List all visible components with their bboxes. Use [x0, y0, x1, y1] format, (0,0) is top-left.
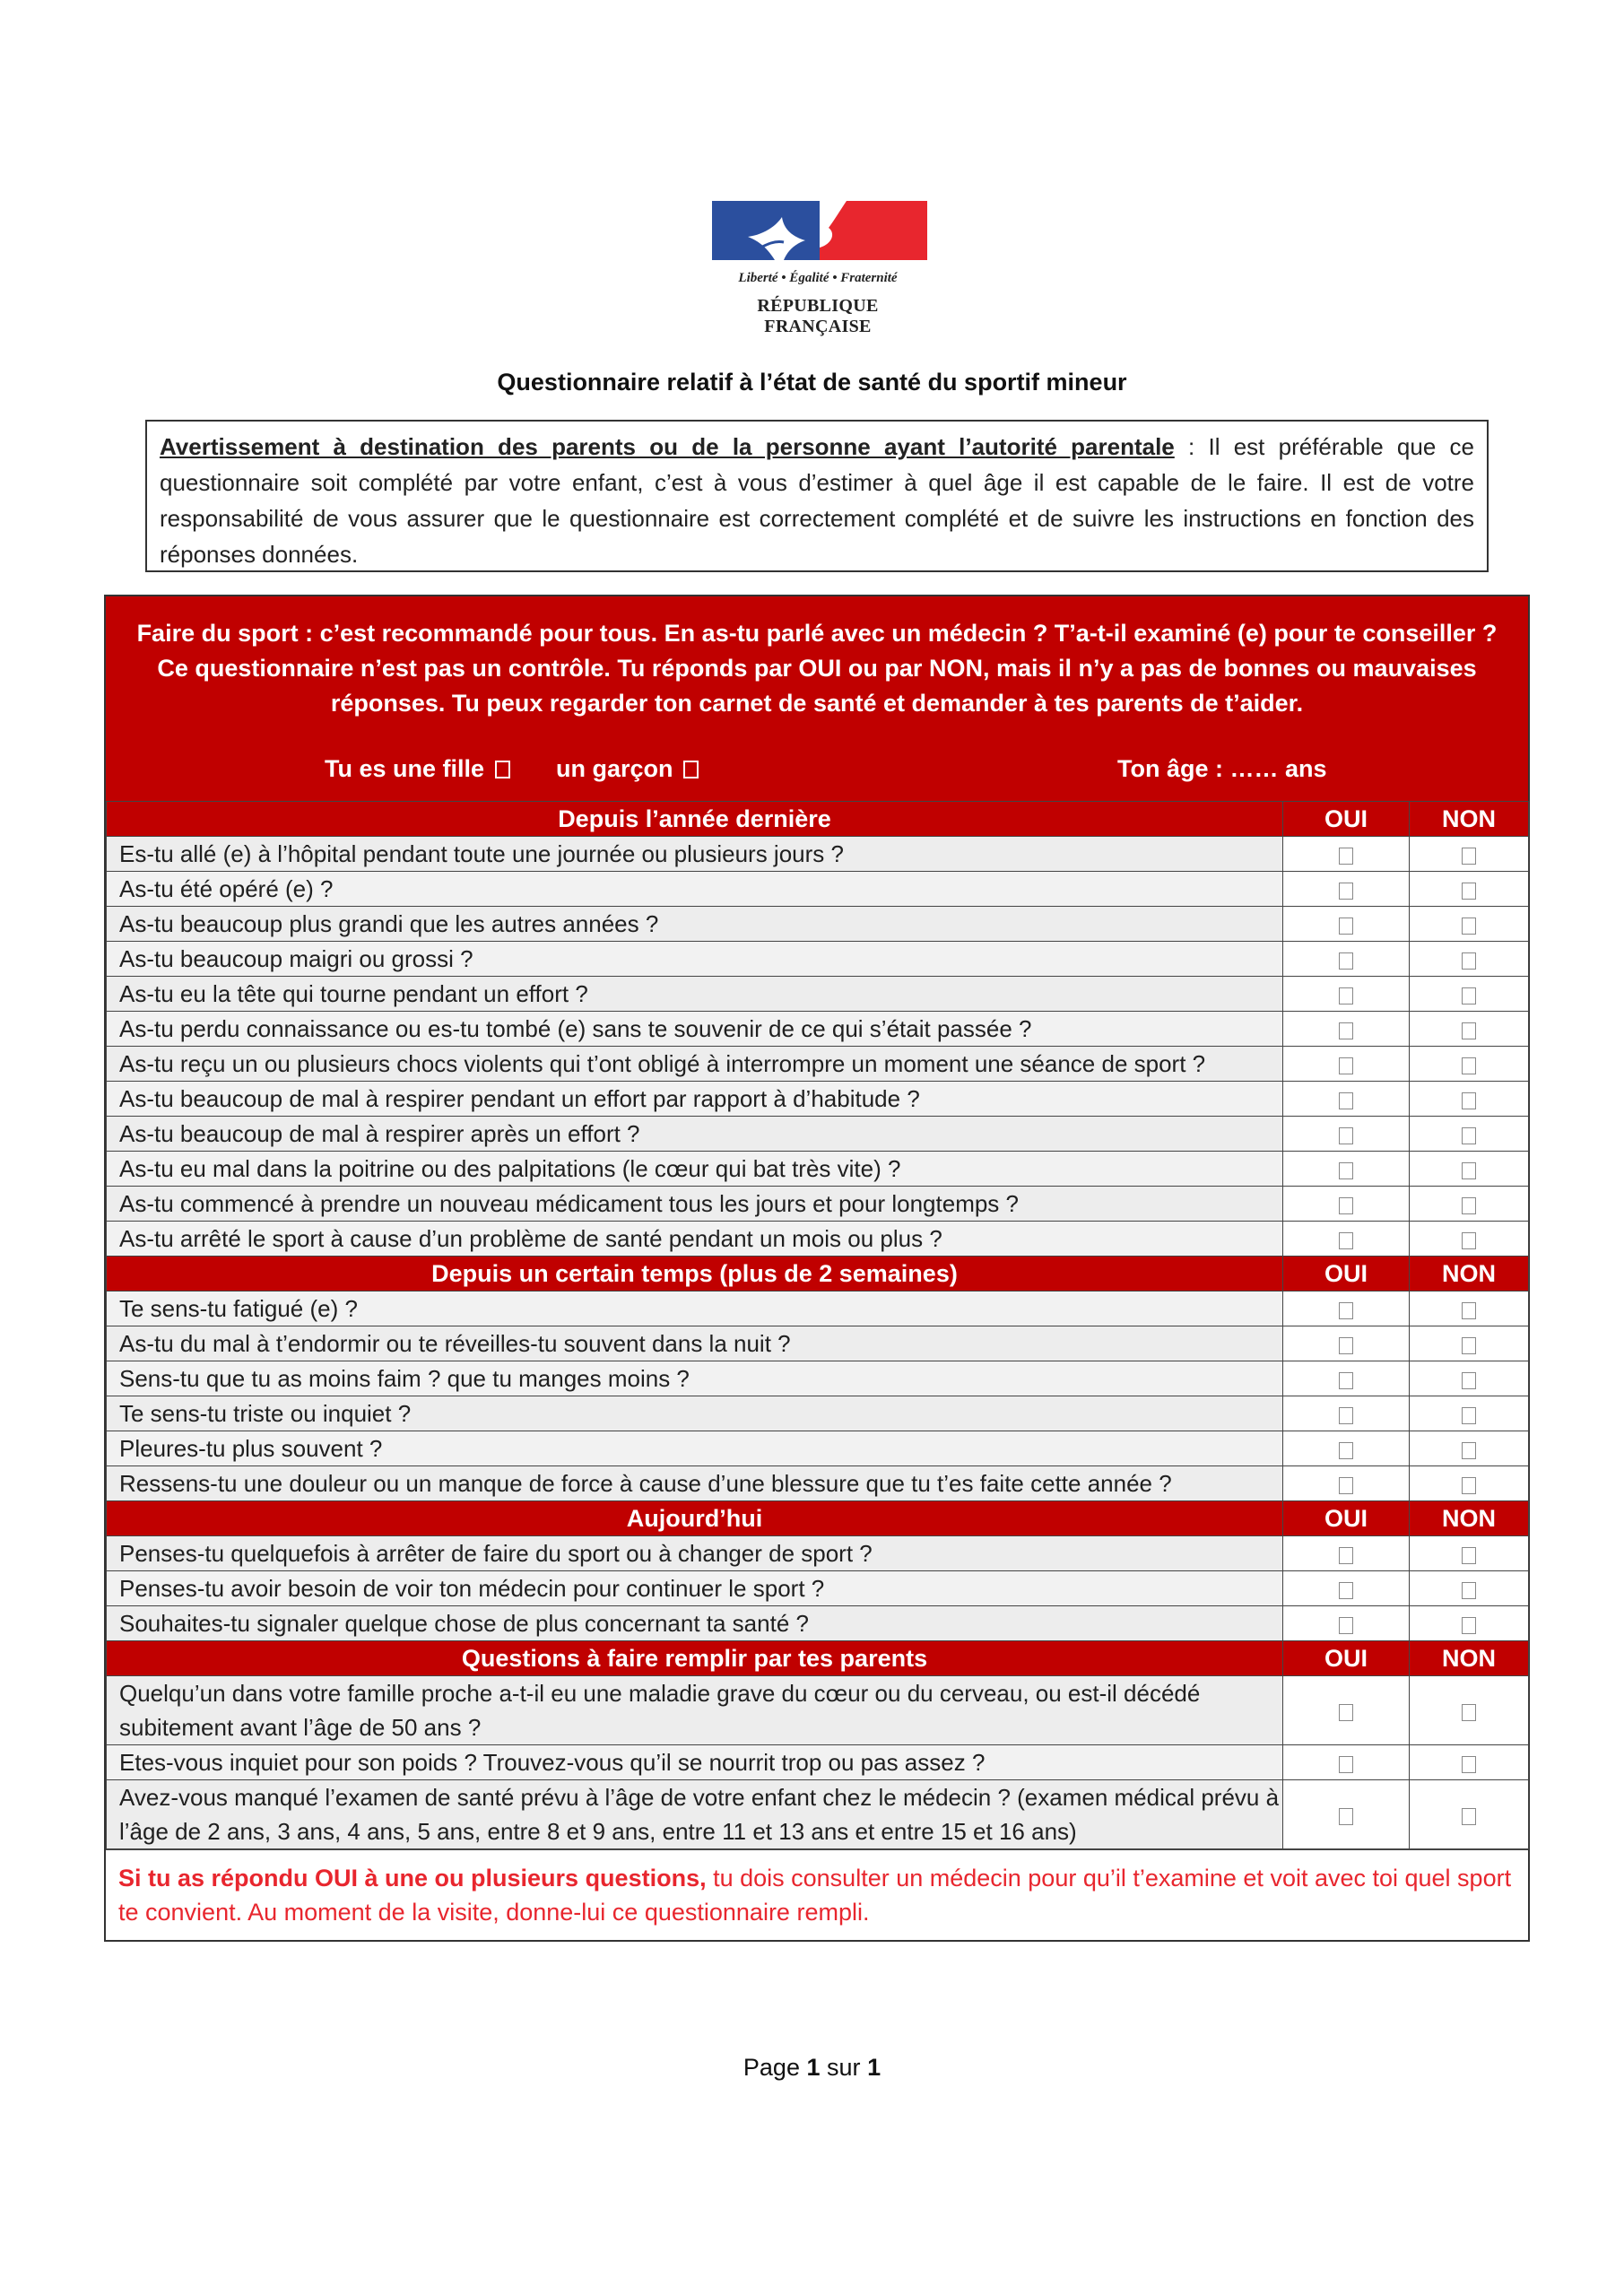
- boy-option: [556, 752, 699, 787]
- no-cell: [1410, 1571, 1529, 1606]
- no-cell: [1410, 1152, 1529, 1187]
- no-cell: [1410, 1431, 1529, 1466]
- yes-checkbox[interactable]: [1339, 1127, 1353, 1144]
- page-number: 1: [806, 2054, 821, 2081]
- yes-checkbox[interactable]: [1339, 1197, 1353, 1214]
- no-cell: [1410, 1745, 1529, 1780]
- no-checkbox[interactable]: [1462, 987, 1476, 1004]
- question-row: [107, 1047, 1529, 1082]
- section-title: Depuis l’année dernière: [107, 802, 1283, 837]
- no-checkbox[interactable]: [1462, 1617, 1476, 1634]
- question-row: [107, 1606, 1529, 1641]
- question-text: As-tu beaucoup maigri ou grossi ?: [107, 942, 1283, 977]
- no-checkbox[interactable]: [1462, 1302, 1476, 1319]
- yes-cell: [1283, 1047, 1410, 1082]
- yes-cell: [1283, 1466, 1410, 1501]
- no-cell: [1410, 1187, 1529, 1222]
- yes-checkbox[interactable]: [1339, 918, 1353, 935]
- question-text: As-tu du mal à t’endormir ou te réveilles-tu souvent dans la nuit ?: [107, 1326, 1283, 1361]
- question-text: Pleures-tu plus souvent ?: [107, 1431, 1283, 1466]
- question-row: [107, 1012, 1529, 1047]
- yes-checkbox[interactable]: [1339, 987, 1353, 1004]
- no-checkbox[interactable]: [1462, 1582, 1476, 1599]
- no-column-header: NON: [1410, 802, 1529, 837]
- girl-checkbox[interactable]: [495, 761, 510, 778]
- questionnaire-frame: [104, 595, 1530, 1942]
- question-text: Te sens-tu triste ou inquiet ?: [107, 1396, 1283, 1431]
- intro-line-2: Ce questionnaire n’est pas un contrôle. Tu réponds par OUI ou par NON, mais il n’y a pas de bonnes ou mauvaises: [157, 655, 1477, 682]
- question-row: [107, 907, 1529, 942]
- intro-line-3: réponses. Tu peux regarder ton carnet de santé et demander à tes parents de t’aider.: [330, 690, 1304, 717]
- question-row: [107, 1292, 1529, 1326]
- no-checkbox[interactable]: [1462, 1547, 1476, 1564]
- yes-checkbox[interactable]: [1339, 1372, 1353, 1389]
- question-row: [107, 1082, 1529, 1117]
- question-row: [107, 1396, 1529, 1431]
- no-cell: [1410, 1780, 1529, 1849]
- boy-checkbox[interactable]: [683, 761, 699, 778]
- question-row: [107, 1326, 1529, 1361]
- yes-cell: [1283, 1536, 1410, 1571]
- yes-checkbox[interactable]: [1339, 1808, 1353, 1825]
- section-header: [107, 802, 1529, 837]
- no-cell: [1410, 1606, 1529, 1641]
- yes-column-header: OUI: [1283, 1641, 1410, 1676]
- page-of-label: sur: [827, 2054, 861, 2081]
- intro-line-1: Faire du sport : c’est recommandé pour tous. En as-tu parlé avec un médecin ? T’a-t-il examiné (e) pour te conseiller ?: [136, 620, 1498, 647]
- section-title: Questions à faire remplir par tes parents: [107, 1641, 1283, 1676]
- question-row: [107, 1780, 1529, 1849]
- question-text: As-tu été opéré (e) ?: [107, 872, 1283, 907]
- section-header: [107, 1501, 1529, 1536]
- section-title: Aujourd’hui: [107, 1501, 1283, 1536]
- yes-cell: [1283, 1152, 1410, 1187]
- question-text: Es-tu allé (e) à l’hôpital pendant toute une journée ou plusieurs jours ?: [107, 837, 1283, 872]
- yes-cell: [1283, 1676, 1410, 1745]
- section-title: Depuis un certain temps (plus de 2 semaines): [107, 1257, 1283, 1292]
- yes-cell: [1283, 1222, 1410, 1257]
- question-text: Penses-tu avoir besoin de voir ton médecin pour continuer le sport ?: [107, 1571, 1283, 1606]
- question-row: [107, 1431, 1529, 1466]
- yes-checkbox[interactable]: [1339, 1092, 1353, 1109]
- question-row: [107, 1745, 1529, 1780]
- yes-checkbox[interactable]: [1339, 1022, 1353, 1039]
- no-checkbox[interactable]: [1462, 1232, 1476, 1249]
- question-text: As-tu beaucoup de mal à respirer après un effort ?: [107, 1117, 1283, 1152]
- question-text: As-tu reçu un ou plusieurs chocs violents qui t’ont obligé à interrompre un moment une séance de sport ?: [107, 1047, 1283, 1082]
- no-cell: [1410, 942, 1529, 977]
- no-checkbox[interactable]: [1462, 1477, 1476, 1494]
- no-checkbox[interactable]: [1462, 1127, 1476, 1144]
- no-checkbox[interactable]: [1462, 1442, 1476, 1459]
- no-checkbox[interactable]: [1462, 848, 1476, 865]
- no-cell: [1410, 1117, 1529, 1152]
- yes-checkbox[interactable]: [1339, 1704, 1353, 1721]
- yes-cell: [1283, 1326, 1410, 1361]
- question-row: [107, 1571, 1529, 1606]
- yes-cell: [1283, 1117, 1410, 1152]
- question-row: [107, 1117, 1529, 1152]
- warning-lead: Avertissement à destination des parents ou de la personne ayant l’autorité parentale: [160, 433, 1175, 460]
- question-text: Quelqu’un dans votre famille proche a-t-il eu une maladie grave du cœur ou du cerveau, ou est-il décédé subitement avant l’âge de 50 ans ?: [107, 1676, 1283, 1745]
- conclusion-text: tu dois consulter un médecin pour qu’il t’examine et voit avec toi quel sport te convient. Au moment de la visite, donne-lui ce questionnaire rempli.: [118, 1865, 1512, 1926]
- yes-cell: [1283, 977, 1410, 1012]
- yes-cell: [1283, 1082, 1410, 1117]
- yes-checkbox[interactable]: [1339, 1756, 1353, 1773]
- question-row: [107, 1466, 1529, 1501]
- yes-cell: [1283, 1745, 1410, 1780]
- marianne-flag-icon: [712, 201, 927, 260]
- yes-checkbox[interactable]: [1339, 1057, 1353, 1074]
- logo-motto: Liberté • Égalité • Fraternité: [738, 271, 898, 285]
- yes-checkbox[interactable]: [1339, 1617, 1353, 1634]
- no-cell: [1410, 1222, 1529, 1257]
- yes-checkbox[interactable]: [1339, 1232, 1353, 1249]
- no-checkbox[interactable]: [1462, 1337, 1476, 1354]
- page-label: Page: [743, 2054, 800, 2081]
- question-row: [107, 1361, 1529, 1396]
- warning-text: : Il est préférable que ce questionnaire soit complété par votre enfant, c’est à vous d’estimer à quel âge il est capable de le faire. Il est de votre responsabilité de vous assurer que le questionnaire est correctement complété et de suivre les instructions en fonction des réponses données.: [160, 433, 1475, 568]
- no-cell: [1410, 1012, 1529, 1047]
- yes-checkbox[interactable]: [1339, 1582, 1353, 1599]
- girl-option: [325, 752, 510, 787]
- question-text: Penses-tu quelquefois à arrêter de faire du sport ou à changer de sport ?: [107, 1536, 1283, 1571]
- yes-column-header: OUI: [1283, 1501, 1410, 1536]
- question-row: [107, 1152, 1529, 1187]
- question-row: [107, 942, 1529, 977]
- yes-cell: [1283, 1780, 1410, 1849]
- question-text: Sens-tu que tu as moins faim ? que tu manges moins ?: [107, 1361, 1283, 1396]
- question-text: As-tu commencé à prendre un nouveau médicament tous les jours et pour longtemps ?: [107, 1187, 1283, 1222]
- question-text: Te sens-tu fatigué (e) ?: [107, 1292, 1283, 1326]
- yes-checkbox[interactable]: [1339, 1302, 1353, 1319]
- no-checkbox[interactable]: [1462, 1197, 1476, 1214]
- yes-cell: [1283, 1571, 1410, 1606]
- yes-cell: [1283, 1292, 1410, 1326]
- document-title: Questionnaire relatif à l’état de santé du sportif mineur: [497, 369, 1127, 396]
- no-checkbox[interactable]: [1462, 883, 1476, 900]
- yes-cell: [1283, 1361, 1410, 1396]
- question-row: [107, 1187, 1529, 1222]
- yes-checkbox[interactable]: [1339, 1442, 1353, 1459]
- no-checkbox[interactable]: [1462, 1162, 1476, 1179]
- no-checkbox[interactable]: [1462, 1808, 1476, 1825]
- yes-cell: [1283, 872, 1410, 907]
- no-checkbox[interactable]: [1462, 1372, 1476, 1389]
- parent-warning-box: [145, 420, 1489, 572]
- yes-column-header: OUI: [1283, 802, 1410, 837]
- questions-table: [106, 801, 1529, 1849]
- question-text: Ressens-tu une douleur ou un manque de force à cause d’une blessure que tu t’es faite cette année ?: [107, 1466, 1283, 1501]
- yes-column-header: OUI: [1283, 1257, 1410, 1292]
- republique-francaise-logo: [707, 201, 929, 336]
- girl-label: Tu es une fille: [325, 755, 485, 782]
- no-checkbox[interactable]: [1462, 1756, 1476, 1773]
- no-column-header: NON: [1410, 1501, 1529, 1536]
- question-text: As-tu arrêté le sport à cause d’un problème de santé pendant un mois ou plus ?: [107, 1222, 1283, 1257]
- boy-label: un garçon: [556, 755, 673, 782]
- no-cell: [1410, 1466, 1529, 1501]
- question-row: [107, 977, 1529, 1012]
- no-cell: [1410, 1396, 1529, 1431]
- logo-republic: RÉPUBLIQUE FRANÇAISE: [757, 296, 879, 336]
- question-text: As-tu beaucoup de mal à respirer pendant un effort par rapport à d’habitude ?: [107, 1082, 1283, 1117]
- no-cell: [1410, 872, 1529, 907]
- no-cell: [1410, 907, 1529, 942]
- yes-cell: [1283, 942, 1410, 977]
- yes-cell: [1283, 1396, 1410, 1431]
- question-row: [107, 837, 1529, 872]
- no-cell: [1410, 1082, 1529, 1117]
- page-footer: [0, 2054, 1624, 2082]
- yes-cell: [1283, 1431, 1410, 1466]
- yes-checkbox[interactable]: [1339, 1162, 1353, 1179]
- yes-cell: [1283, 1012, 1410, 1047]
- yes-cell: [1283, 837, 1410, 872]
- yes-checkbox[interactable]: [1339, 1477, 1353, 1494]
- question-row: [107, 1536, 1529, 1571]
- question-row: [107, 872, 1529, 907]
- conclusion-bold: Si tu as répondu OUI à une ou plusieurs questions,: [118, 1865, 707, 1892]
- no-cell: [1410, 1361, 1529, 1396]
- section-header: [107, 1641, 1529, 1676]
- yes-cell: [1283, 907, 1410, 942]
- no-checkbox[interactable]: [1462, 1704, 1476, 1721]
- age-field[interactable]: Ton âge : …… ans: [1117, 755, 1327, 782]
- intro-banner: [106, 596, 1528, 801]
- no-checkbox[interactable]: [1462, 918, 1476, 935]
- question-text: Souhaites-tu signaler quelque chose de plus concernant ta santé ?: [107, 1606, 1283, 1641]
- question-text: As-tu eu mal dans la poitrine ou des palpitations (le cœur qui bat très vite) ?: [107, 1152, 1283, 1187]
- yes-cell: [1283, 1187, 1410, 1222]
- question-row: [107, 1676, 1529, 1745]
- no-cell: [1410, 1047, 1529, 1082]
- question-text: As-tu perdu connaissance ou es-tu tombé (e) sans te souvenir de ce qui s’était passée ?: [107, 1012, 1283, 1047]
- yes-checkbox[interactable]: [1339, 1337, 1353, 1354]
- question-text: As-tu eu la tête qui tourne pendant un effort ?: [107, 977, 1283, 1012]
- question-text: Etes-vous inquiet pour son poids ? Trouvez-vous qu’il se nourrit trop ou pas assez ?: [107, 1745, 1283, 1780]
- no-checkbox[interactable]: [1462, 1092, 1476, 1109]
- no-cell: [1410, 1536, 1529, 1571]
- no-cell: [1410, 1292, 1529, 1326]
- conclusion-note: [106, 1849, 1528, 1940]
- yes-checkbox[interactable]: [1339, 848, 1353, 865]
- question-text: Avez-vous manqué l’examen de santé prévu à l’âge de votre enfant chez le médecin ? (examen médical prévu à l’âge de 2 ans, 3 ans, 4 ans, 5 ans, entre 8 et 9 ans, entre 11 et 13 ans et entre 15 et 16 ans): [107, 1780, 1283, 1849]
- no-cell: [1410, 1676, 1529, 1745]
- no-checkbox[interactable]: [1462, 1057, 1476, 1074]
- no-column-header: NON: [1410, 1257, 1529, 1292]
- no-cell: [1410, 837, 1529, 872]
- page-total: 1: [867, 2054, 881, 2081]
- yes-checkbox[interactable]: [1339, 883, 1353, 900]
- yes-cell: [1283, 1606, 1410, 1641]
- no-checkbox[interactable]: [1462, 1022, 1476, 1039]
- no-cell: [1410, 977, 1529, 1012]
- yes-checkbox[interactable]: [1339, 1407, 1353, 1424]
- no-column-header: NON: [1410, 1641, 1529, 1676]
- no-checkbox[interactable]: [1462, 1407, 1476, 1424]
- no-checkbox[interactable]: [1462, 952, 1476, 970]
- question-text: As-tu beaucoup plus grandi que les autres années ?: [107, 907, 1283, 942]
- yes-checkbox[interactable]: [1339, 952, 1353, 970]
- question-row: [107, 1222, 1529, 1257]
- section-header: [107, 1257, 1529, 1292]
- yes-checkbox[interactable]: [1339, 1547, 1353, 1564]
- no-cell: [1410, 1326, 1529, 1361]
